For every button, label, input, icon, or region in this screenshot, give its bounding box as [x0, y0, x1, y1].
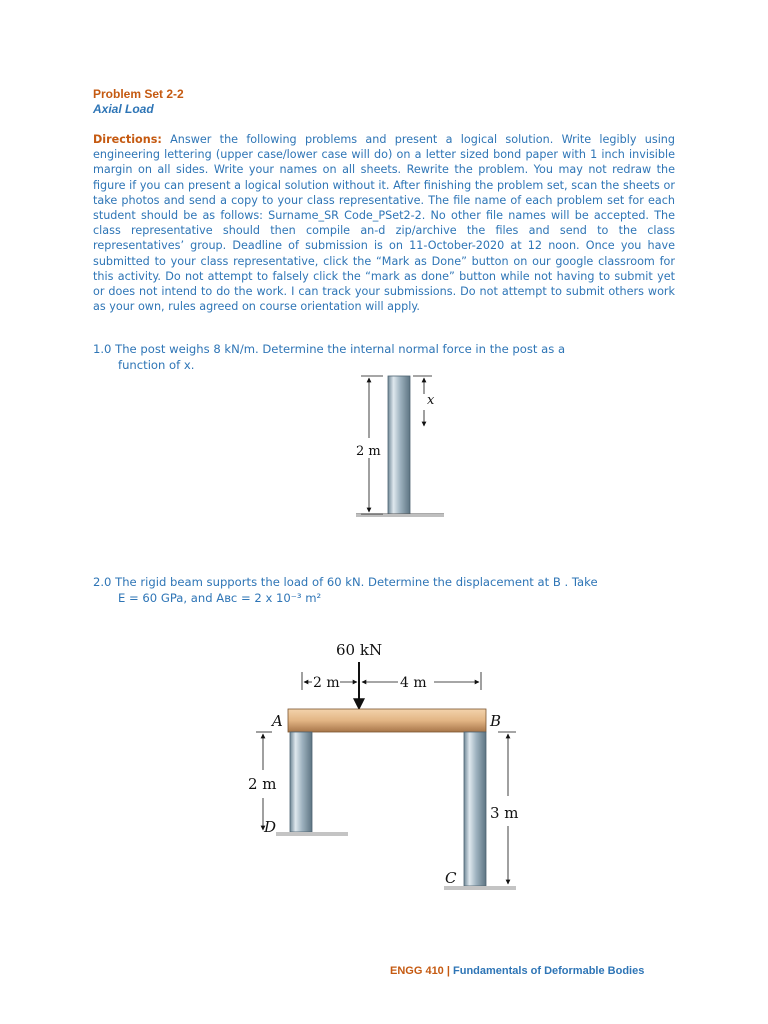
point-a-label: A — [272, 712, 283, 730]
ground-hatch — [356, 514, 444, 517]
problem-set-title: Problem Set 2-2 — [93, 87, 184, 101]
dimension-left-label: 2 m — [313, 675, 340, 691]
point-d-label: D — [264, 818, 277, 836]
footer-separator: | — [446, 965, 450, 977]
post-length-label: 2 m — [356, 444, 381, 459]
rod-bc — [464, 732, 486, 886]
rigid-beam — [288, 709, 486, 732]
rod-ad-length-label: 2 m — [248, 775, 277, 793]
page-footer — [390, 965, 644, 977]
figure-1-post — [356, 376, 444, 517]
course-code: ENGG 410 — [390, 965, 444, 977]
problem-1-line-2: function of x. — [118, 358, 195, 372]
rod-ad — [290, 732, 312, 832]
course-title: Fundamentals of Deformable Bodies — [453, 965, 645, 977]
dimension-right-label: 4 m — [400, 675, 427, 691]
problem-2-line-1: 2.0 The rigid beam supports the load of 60 kN. Determine the displacement at B . Take — [93, 575, 598, 589]
problem-2-line-2: E = 60 GPa, and Aʙᴄ = 2 x 10⁻³ m² — [118, 591, 322, 605]
point-c-label: C — [445, 869, 457, 887]
problem-1-line-1: 1.0 The post weighs 8 kN/m. Determine the internal normal force in the post as a — [93, 342, 566, 356]
x-variable-label: x — [427, 393, 435, 408]
point-b-label: B — [490, 712, 502, 730]
rod-bc-length-label: 3 m — [490, 804, 519, 822]
directions-label: Directions: — [93, 133, 162, 146]
load-label: 60 kN — [336, 641, 383, 659]
post-column — [388, 376, 410, 514]
problem-set-subtitle: Axial Load — [93, 102, 154, 116]
ground-d — [276, 832, 348, 836]
directions-text: Answer the following problems and present a logical solution. Write legibly using engineering lettering (upper case/lower case will do) on a letter sized bond paper with 1 inch invisible margin on all sides. Write your names on all sheets. Rewrite the problem. You may not redraw the figure if you can present a logical solution without it. After finishing the problem set, scan the sheets or take photos and send a copy to your class representative. The file name of each problem set for each student should be as follows: Surname_SR Code_PSet2-2. No other file names will be accepted. The class representative should then compile an-d zip/archive the files and send to the class representatives’ group. Deadline of submission is on 11-October-2020 at 12 noon. Once you have submitted to your class representative, click the “Mark as Done” button on our google classroom for this activity. Do not attempt to falsely click the “mark as done” button while not having to submit yet or does not intend to do the work. I can track your submissions. Do not attempt to submit others work as your own, rules agreed on course orientation will apply. — [93, 133, 675, 314]
figure-2-beam — [248, 641, 519, 890]
